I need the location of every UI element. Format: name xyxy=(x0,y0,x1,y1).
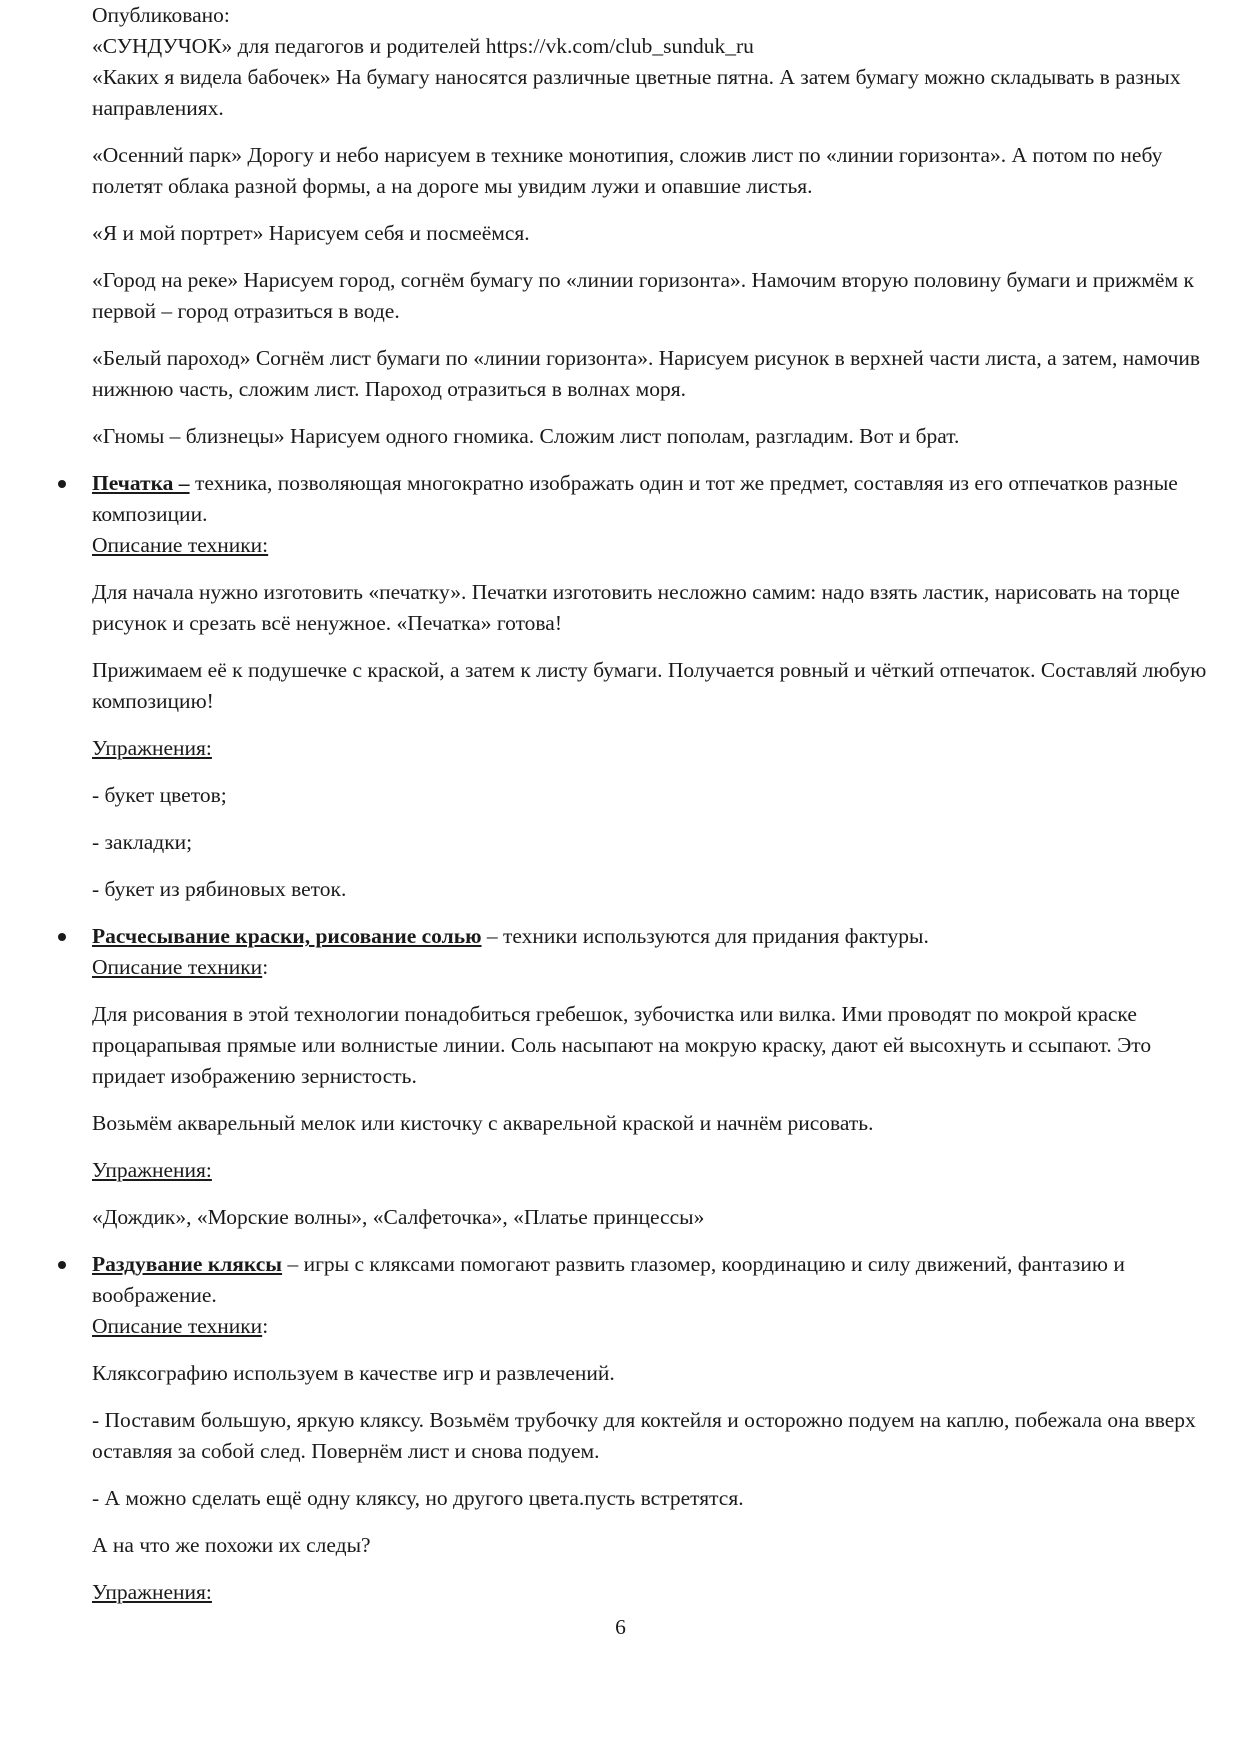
description-colon: : xyxy=(262,955,269,979)
section-pechatka xyxy=(92,468,1217,905)
page-number: 6 xyxy=(615,1615,626,1639)
monotype-item: «Гномы – близнецы» Нарисуем одного гномика. Сложим лист пополам, разгладим. Вот и брат. xyxy=(92,424,960,448)
section-title: Раздувание кляксы xyxy=(92,1252,283,1276)
section-title: Расчесывание краски, рисование солью xyxy=(92,924,482,948)
description-paragraph: Для рисования в этой технологии понадобиться гребешок, зубочистка или вилка. Ими проводят по мокрой краске процарапывая прямые или волнистые линии. Соль насыпают на мокрую краску, дают ей высохнуть и ссыпают. Это придает изображению зернистость. xyxy=(92,1002,1152,1088)
description-label-line xyxy=(92,1311,1217,1342)
description-colon: : xyxy=(262,1314,269,1338)
section-intro xyxy=(92,468,1217,530)
description-paragraph: Прижимаем её к подушечке с краской, а затем к листу бумаги. Получается ровный и чёткий отпечаток. Составляй любую композицию! xyxy=(92,658,1207,713)
section-razduvanie xyxy=(92,1249,1217,1608)
section-raschesyvanie xyxy=(92,921,1217,1233)
exercise-item: - закладки; xyxy=(92,830,193,854)
exercise-list: «Дождик», «Морские волны», «Салфеточка», «Платье принцессы» xyxy=(92,1205,705,1229)
description-label: Описание техники xyxy=(92,955,263,979)
description-paragraph: А на что же похожи их следы? xyxy=(92,1533,371,1557)
monotype-item: «Я и мой портрет» Нарисуем себя и посмеёмся. xyxy=(92,221,530,245)
section-intro xyxy=(92,921,1217,952)
section-intro-text: – игры с кляксами помогают развить глазомер, координацию и силу движений, фантазию и воображение. xyxy=(92,1252,1125,1307)
monotype-item: «Осенний парк» Дорогу и небо нарисуем в технике монотипия, сложив лист по «линии горизонта». А потом по небу полетят облака разной формы, а на дороге мы увидим лужи и опавшие листья. xyxy=(92,143,1163,198)
publication-label: Опубликовано: xyxy=(92,3,230,27)
section-intro xyxy=(92,1249,1217,1311)
description-label: Описание техники: xyxy=(92,533,269,557)
exercise-item: - букет из рябиновых веток. xyxy=(92,877,347,901)
description-label-line xyxy=(92,952,1217,983)
exercises-label: Упражнения: xyxy=(92,736,212,760)
description-paragraph: - Поставим большую, яркую кляксу. Возьмём трубочку для коктейля и осторожно подуем на каплю, побежала она вверх оставляя за собой след. Повернём лист и снова подуем. xyxy=(92,1408,1196,1463)
monotype-item: «Каких я видела бабочек» На бумагу наносятся различные цветные пятна. А затем бумагу можно складывать в разных направлениях. xyxy=(92,65,1181,120)
description-paragraph: Кляксографию используем в качестве игр и развлечений. xyxy=(92,1361,615,1385)
section-title: Печатка – xyxy=(92,471,190,495)
monotype-item: «Город на реке» Нарисуем город, согнём бумагу по «линии горизонта». Намочим вторую половину бумаги и прижмём к первой – город отразиться в воде. xyxy=(92,268,1194,323)
publication-source: «СУНДУЧОК» для педагогов и родителей https://vk.com/club_sunduk_ru xyxy=(92,34,754,58)
description-paragraph: Возьмём акварельный мелок или кисточку с акварельной краской и начнём рисовать. xyxy=(92,1111,874,1135)
bullet-icon xyxy=(58,1261,66,1269)
exercises-label: Упражнения: xyxy=(92,1580,212,1604)
exercises-label: Упражнения: xyxy=(92,1158,212,1182)
page-content xyxy=(92,0,1217,1608)
section-intro-text: техника, позволяющая многократно изображать один и тот же предмет, составляя из его отпечатков разные композиции. xyxy=(92,471,1178,526)
description-paragraph: Для начала нужно изготовить «печатку». Печатки изготовить несложно самим: надо взять ластик, нарисовать на торце рисунок и срезать всё ненужное. «Печатка» готова! xyxy=(92,580,1180,635)
exercise-item: - букет цветов; xyxy=(92,783,227,807)
description-label: Описание техники xyxy=(92,1314,263,1338)
monotype-item: «Белый пароход» Согнём лист бумаги по «линии горизонта». Нарисуем рисунок в верхней части листа, а затем, намочив нижнюю часть, сложим лист. Пароход отразиться в волнах моря. xyxy=(92,346,1201,401)
bullet-icon xyxy=(58,480,66,488)
section-intro-text: – техники используются для придания фактуры. xyxy=(481,924,929,948)
description-paragraph: - А можно сделать ещё одну кляксу, но другого цвета.пусть встретятся. xyxy=(92,1486,744,1510)
bullet-icon xyxy=(58,933,66,941)
